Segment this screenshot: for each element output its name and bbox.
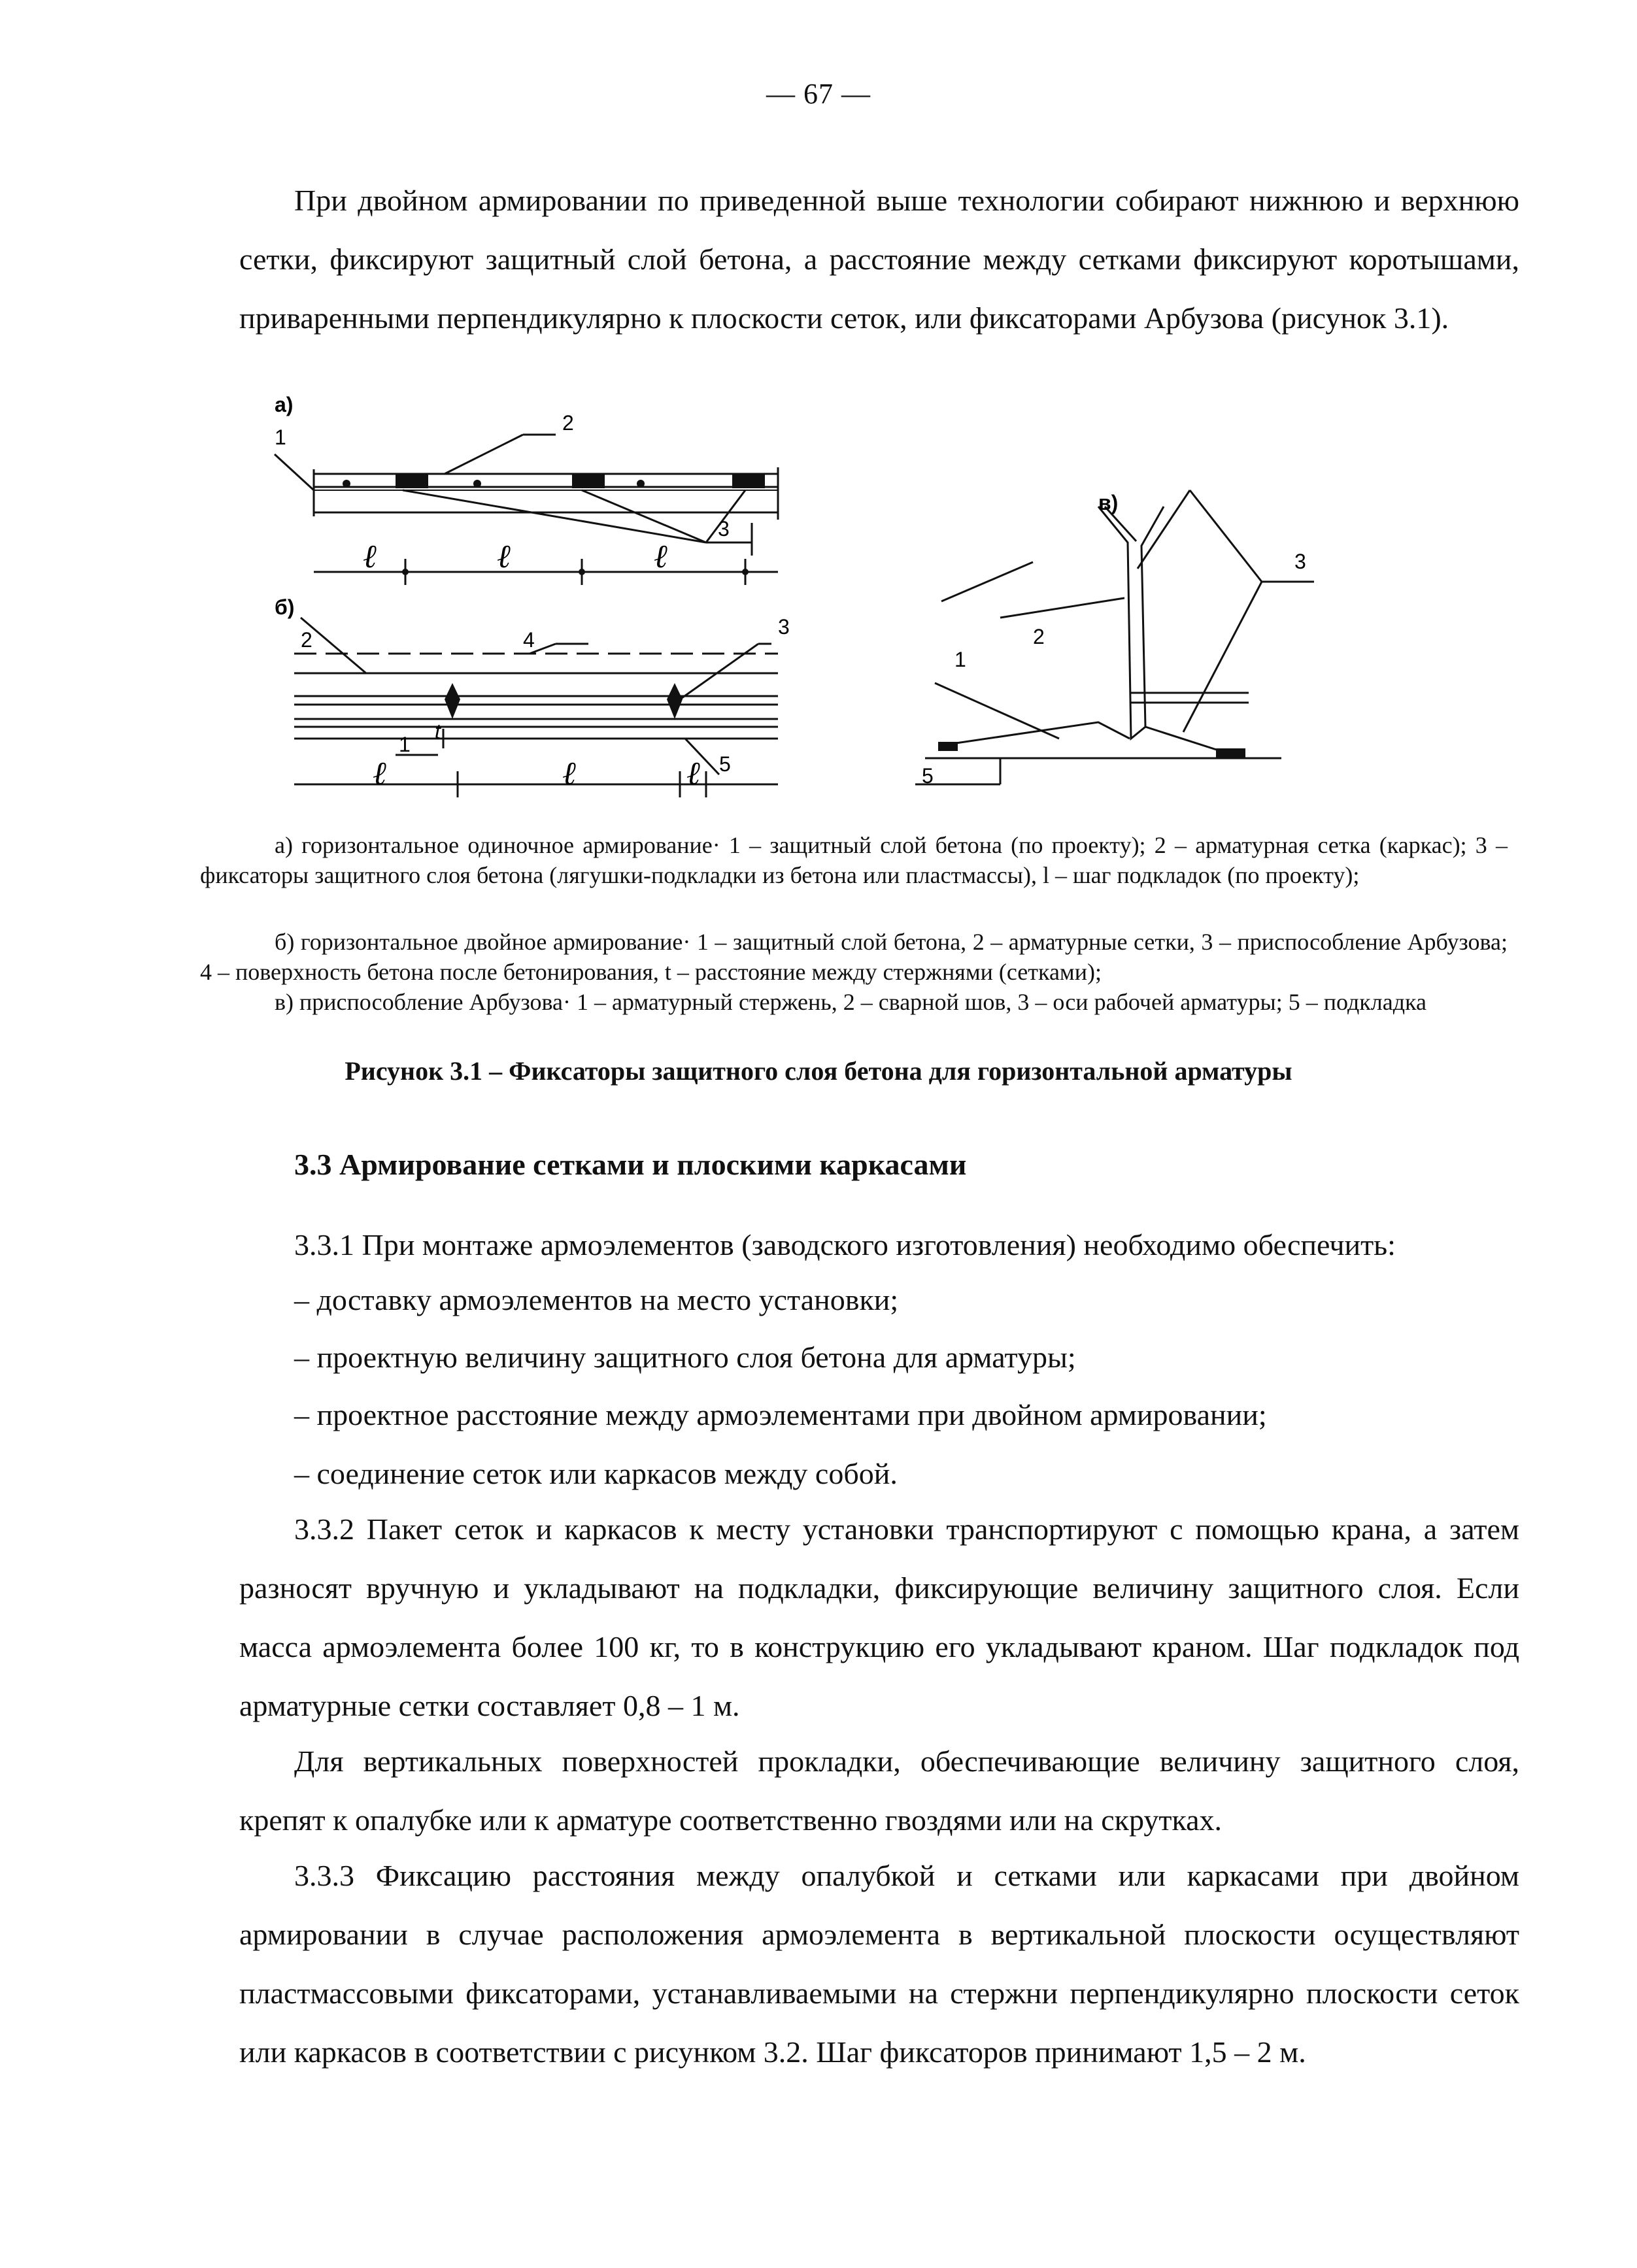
paragraph-3-3-2: 3.3.2 Пакет сеток и каркасов к месту установки транспортируют с помощью крана, а затем разносят вручную и укладывают на подкладки, фиксирующие величину защитного слоя. Если масса армоэлемента более 100 кг, то в конструкцию его укладывают краном. Шаг подкладок под арматурные сетки составляет 0,8 – 1 м.	[239, 1512, 1519, 1722]
list-item: – соединение сеток или каркасов между собой.	[294, 1457, 898, 1490]
callout-a-3: 3	[718, 517, 730, 541]
paragraph-3-3-3: 3.3.3 Фиксацию расстояния между опалубкой и сетками или каркасами при двойном армировании в случае расположения армоэлемента в вертикальной плоскости осуществляют пластмассовыми фиксаторами, устанавливаемыми на стержни перпендикулярно плоскости сеток или каркасов в соответствии с рисунком 3.2. Шаг фиксаторов принимают 1,5 – 2 м.	[239, 1859, 1519, 2069]
paragraph-3-3-1: 3.3.1 При монтаже армоэлементов (заводского изготовления) необходимо обеспечить:	[294, 1228, 1396, 1261]
step-label-a2: ℓ	[497, 538, 511, 575]
figure-drawing	[248, 392, 1412, 797]
legend-v: в) приспособление Арбузова· 1 – арматурный стержень, 2 – сварной шов, 3 – оси рабочей арматуры; 5 – подкладка	[275, 989, 1426, 1015]
callout-b-3: 3	[778, 615, 790, 639]
legend-a: а) горизонтальное одиночное армирование· 1 – защитный слой бетона (по проекту); 2 – арматурная сетка (каркас); 3 – фиксаторы защитного слоя бетона (лягушки-подкладки из бетона или пластмассы), l – шаг подкладок (по проекту);	[200, 832, 1508, 888]
step-label-a1: ℓ	[363, 538, 377, 575]
figure-caption: Рисунок 3.1 – Фиксаторы защитного слоя бетона для горизонтальной арматуры	[345, 1056, 1292, 1086]
step-label-a3: ℓ	[654, 538, 667, 575]
figure-label-a: а)	[275, 393, 294, 416]
step-label-b3: ℓ	[686, 755, 700, 792]
page-number: — 67 —	[766, 78, 871, 110]
callout-b-2: 2	[301, 628, 312, 652]
list-item: – проектную величину защитного слоя бетона для арматуры;	[294, 1341, 1076, 1374]
list-item: – проектное расстояние между армоэлементами при двойном армировании;	[294, 1398, 1267, 1431]
callout-b-1: 1	[399, 733, 411, 756]
callout-a-2: 2	[562, 411, 574, 435]
callout-v-3: 3	[1294, 550, 1306, 573]
intro-paragraph: При двойном армировании по приведенной выше технологии собирают нижнюю и верхнюю сетки, фиксируют защитный слой бетона, а расстояние между сетками фиксируют коротышами, приваренными перпендикулярно к плоскости сеток, или фиксаторами Арбузова (рисунок 3.1).	[239, 184, 1519, 335]
figure-label-b: б)	[275, 595, 295, 619]
callout-v-5: 5	[922, 764, 934, 788]
figure-label-v: в)	[1098, 491, 1119, 514]
callout-v-1: 1	[954, 648, 966, 671]
callout-v-2: 2	[1033, 625, 1045, 648]
callout-b-5: 5	[719, 752, 731, 776]
section-heading: 3.3 Армирование сетками и плоскими каркасами	[294, 1148, 967, 1181]
step-label-b2: ℓ	[562, 755, 576, 792]
figure-3-1	[248, 392, 1412, 797]
list-item: – доставку армоэлементов на место установки;	[294, 1283, 899, 1316]
dimension-t: t	[435, 720, 441, 743]
step-label-b1: ℓ	[373, 755, 386, 792]
callout-a-1: 1	[275, 425, 286, 449]
legend-b: б) горизонтальное двойное армирование· 1 – защитный слой бетона, 2 – арматурные сетки, 3 – приспособление Арбузова; 4 – поверхность бетона после бетонирования, t – расстояние между стержнями (сетками);	[200, 929, 1508, 985]
callout-b-4: 4	[523, 628, 535, 652]
paragraph-vertical-surfaces: Для вертикальных поверхностей прокладки, обеспечивающие величину защитного слоя, крепят к опалубке или к арматуре соответственно гвоздями или на скрутках.	[239, 1744, 1519, 1837]
